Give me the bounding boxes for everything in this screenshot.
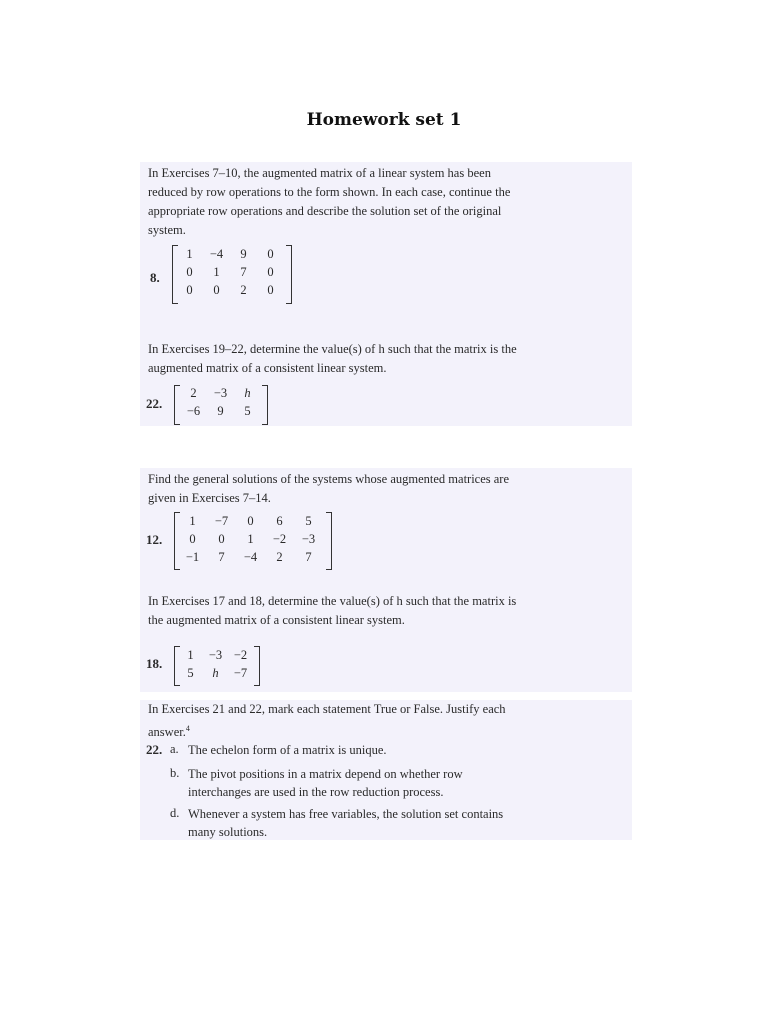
matrix-8-cell: 7	[240, 265, 247, 279]
exercise-panel-2	[140, 468, 632, 692]
matrix-8-cell: 0	[213, 283, 220, 297]
matrix-8-cell: 0	[186, 265, 193, 279]
footnote-mark: 4	[185, 724, 190, 733]
matrix-22-cell: −6	[186, 404, 201, 418]
matrix-22-cell: 5	[244, 404, 251, 418]
exercise-22-number: 22.	[146, 396, 163, 411]
matrix-18-cell: −7	[233, 666, 248, 680]
matrix-22-cell: 2	[190, 386, 197, 400]
exercise-22-tf-number: 22.	[146, 742, 163, 757]
exercise-18-number: 18.	[146, 656, 163, 671]
matrix-12-cell: 0	[247, 514, 254, 528]
matrix-12-cell: 1	[189, 514, 196, 528]
matrix-18-cell: 1	[187, 648, 194, 662]
matrix-12-cell: 2	[276, 550, 283, 564]
matrix-18-cell: −2	[233, 648, 248, 662]
matrix-12-cell: −1	[185, 550, 200, 564]
matrix-12-cell: 0	[218, 532, 225, 546]
matrix-12-cell: 6	[276, 514, 283, 528]
matrix-8-cell: 0	[267, 247, 274, 261]
item-a-text: The echelon form of a matrix is unique.	[188, 743, 387, 757]
matrix-12-cell: −7	[214, 514, 229, 528]
matrix-12-cell: 7	[218, 550, 225, 564]
section3-intro-text: In Exercises 21 and 22, mark each statement True or False. Justify each answer.	[148, 702, 506, 740]
matrix-8-cell: 1	[186, 247, 193, 261]
section2-intro: Find the general solutions of the systems whose augmented matrices are given in Exercises 7–14.	[148, 472, 510, 505]
matrix-12-cell: 1	[247, 532, 254, 546]
matrix-22-cell: h	[244, 386, 251, 400]
matrix-12-cell: 7	[305, 550, 312, 564]
matrix-8-cell: 2	[240, 283, 247, 297]
item-b-label: b.	[170, 766, 180, 780]
matrix-8-cell: 1	[213, 265, 220, 279]
matrix-12-cell: −3	[301, 532, 316, 546]
section1-intro: In Exercises 7–10, the augmented matrix of a linear system has been reduced by row operations to the form shown. In each case, continue the appropriate row operations and describe the solution set of the original system.	[148, 166, 511, 237]
section1-intro2: In Exercises 19–22, determine the value(s) of h such that the matrix is the augmented matrix of a consistent linear system.	[148, 342, 517, 375]
matrix-12-cell: 5	[305, 514, 312, 528]
exercise-panel-1	[140, 162, 632, 426]
exercise-8-number: 8.	[150, 270, 160, 285]
exercise-12-number: 12.	[146, 532, 163, 547]
matrix-12-cell: −2	[272, 532, 287, 546]
item-a-label: a.	[170, 742, 179, 756]
matrix-22-cell: −3	[213, 386, 228, 400]
item-d-label: d.	[170, 806, 180, 820]
item-d-text: Whenever a system has free variables, the solution set contains many solutions.	[188, 807, 504, 839]
section3-intro	[148, 700, 523, 742]
exercise-panel-3	[140, 700, 632, 840]
page-title: Homework set 1	[306, 110, 462, 130]
item-b-text: The pivot positions in a matrix depend on whether row interchanges are used in the row reduction process.	[188, 767, 463, 799]
matrix-18-cell: −3	[208, 648, 223, 662]
matrix-8-cell: 0	[267, 283, 274, 297]
section2-intro2: In Exercises 17 and 18, determine the value(s) of h such that the matrix is the augmented matrix of a consistent linear system.	[148, 594, 517, 627]
matrix-8-cell: −4	[209, 247, 224, 261]
matrix-8-cell: 0	[267, 265, 274, 279]
matrix-18-cell: 5	[187, 666, 194, 680]
matrix-18-cell: h	[212, 666, 219, 680]
matrix-12-cell: −4	[243, 550, 258, 564]
matrix-8-cell: 9	[240, 247, 247, 261]
matrix-12-cell: 0	[189, 532, 196, 546]
matrix-8-cell: 0	[186, 283, 193, 297]
matrix-22-cell: 9	[217, 404, 224, 418]
